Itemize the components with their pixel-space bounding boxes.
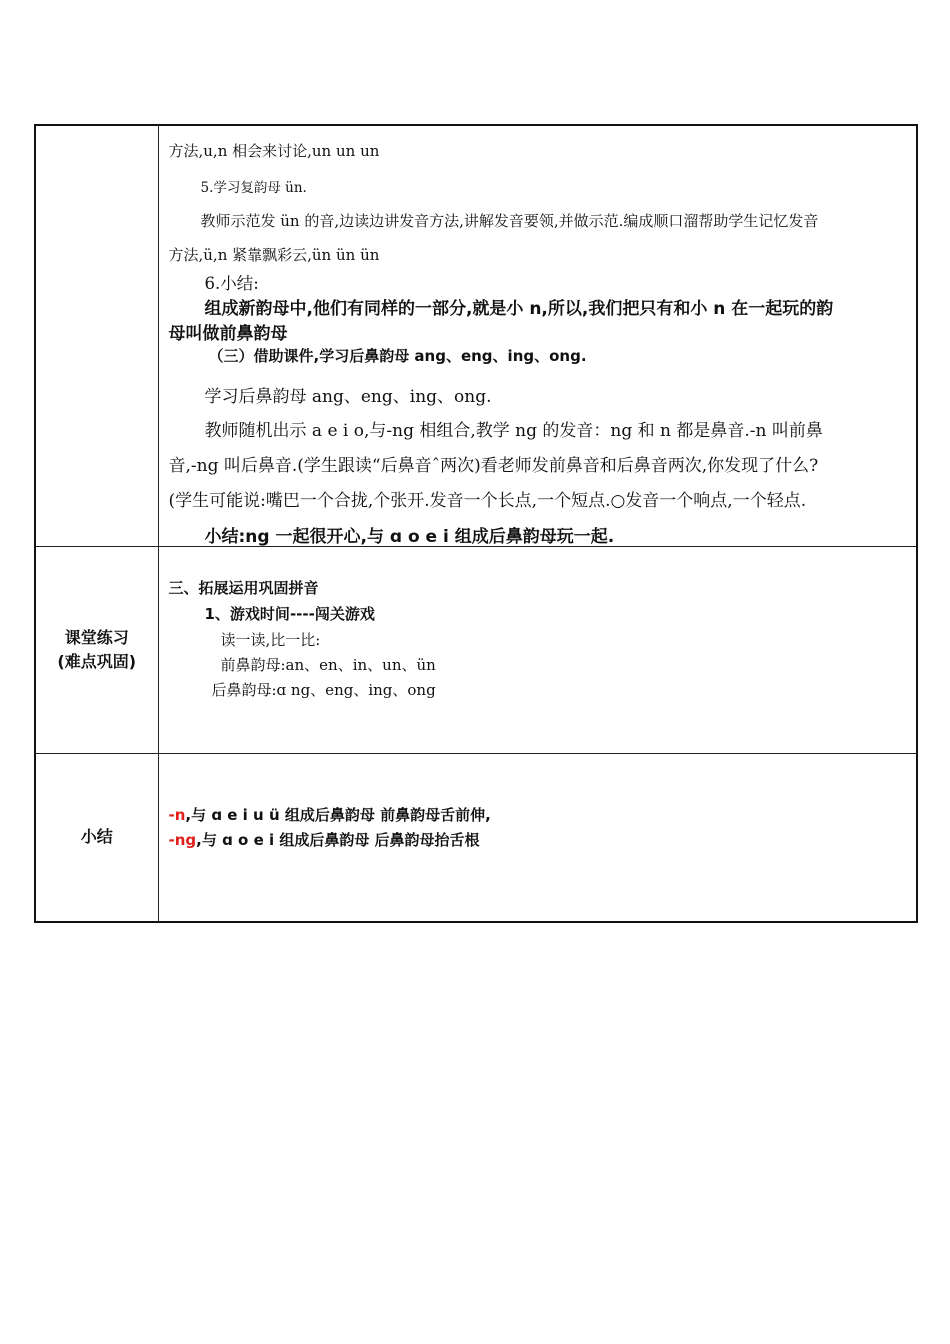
text-line: 5.学习复韵母 ün. bbox=[200, 180, 307, 196]
table-row bbox=[35, 125, 917, 546]
text-line: 前鼻韵母:an、en、in、un、ün bbox=[220, 655, 436, 674]
text-line: (学生可能说:嘴巴一个合拢,个张开.发音一个长点,一个短点.○发音一个响点,一个轻点. bbox=[168, 491, 807, 511]
text-line: 学习后鼻韵母 ang、eng、ing、ong. bbox=[204, 387, 492, 407]
summary-line bbox=[169, 829, 480, 850]
summary-text: ,与 ɑ o e i 组成后鼻韵母 后鼻韵母抬舌根 bbox=[196, 830, 480, 849]
text-line: 教师示范发 ün 的音,边读边讲发音方法,讲解发音要领,并做示范.编成顺口溜帮助学生记忆发音 bbox=[200, 212, 819, 230]
red-marker: -n bbox=[168, 805, 186, 824]
text-line: 母叫做前鼻韵母 bbox=[168, 324, 288, 344]
red-marker: -ng bbox=[168, 830, 197, 849]
row-label-practice bbox=[35, 546, 158, 753]
row-label-empty bbox=[35, 125, 158, 546]
text-line: 1、游戏时间----闯关游戏 bbox=[204, 604, 375, 623]
section-heading: 三、拓展运用巩固拼音 bbox=[168, 578, 319, 597]
text-line: 教师随机出示 a e i o,与-ng 相组合,教学 ng 的发音：ng 和 n 都是鼻音.-n 叫前鼻 bbox=[204, 421, 823, 441]
summary-text: ,与 ɑ e i u ü 组成后鼻韵母 前鼻韵母舌前伸, bbox=[185, 805, 491, 824]
text-line: 组成新韵母中,他们有同样的一部分,就是小 n,所以,我们把只有和小 n 在一起玩的韵 bbox=[204, 299, 834, 319]
table-row bbox=[35, 753, 917, 922]
text-line: 读一读,比一比: bbox=[220, 630, 321, 649]
summary-line: 小结:ng 一起很开心,与 ɑ o e i 组成后鼻韵母玩一起. bbox=[204, 527, 615, 547]
content-cell-practice bbox=[158, 546, 917, 753]
text-line: 6.小结: bbox=[204, 274, 259, 293]
row-label-line: 课堂练习 bbox=[64, 627, 129, 647]
text-line: 方法,u,n 相会来讨论,un un un bbox=[168, 142, 380, 160]
content-cell-summary bbox=[158, 753, 917, 922]
text-line: 后鼻韵母:ɑ ng、eng、ing、ong bbox=[211, 680, 436, 699]
section-heading: （三）借助课件,学习后鼻韵母 ang、eng、ing、ong. bbox=[208, 347, 587, 365]
text-line: 音,-ng 叫后鼻音.(学生跟读“后鼻音ˆ两次)看老师发前鼻音和后鼻音两次,你发现了什么? bbox=[168, 456, 819, 476]
summary-line bbox=[169, 804, 491, 825]
row-label-line: (难点巩固) bbox=[57, 651, 137, 671]
text-line: 方法,ü,n 紧靠飘彩云,ün ün ün bbox=[168, 246, 380, 264]
table-row bbox=[35, 546, 917, 753]
row-label-summary: 小结 bbox=[35, 753, 158, 922]
content-cell-teaching bbox=[158, 125, 917, 546]
lesson-table bbox=[34, 124, 918, 923]
